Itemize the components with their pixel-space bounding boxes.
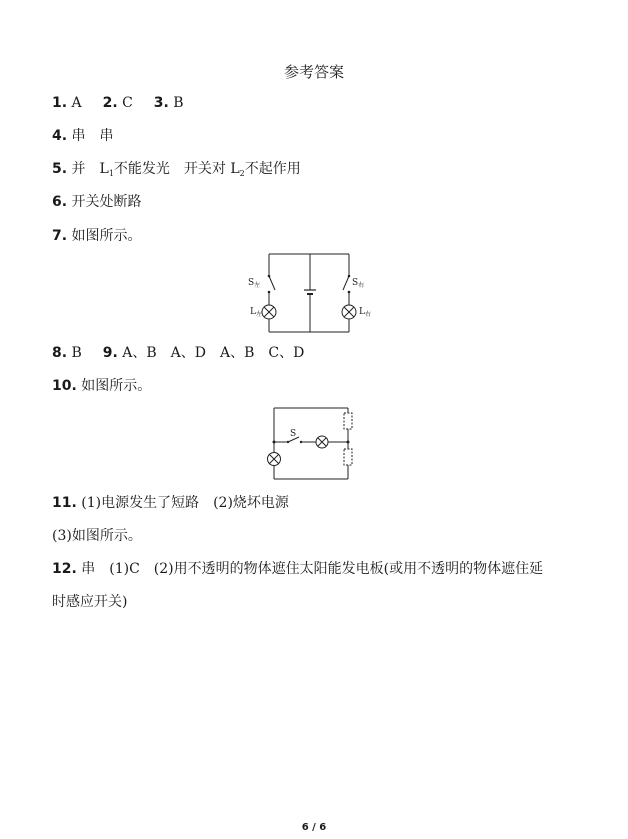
page-number: 6 / 6	[301, 822, 327, 833]
answer-text: 不能发光 开关对 L	[113, 161, 240, 177]
subscript: 1	[108, 169, 114, 178]
answer-number: 5	[52, 161, 62, 177]
answer-number: 6	[52, 194, 62, 210]
answer-line-12: 12. 串 (1)C (2)用不透明的物体遮住太阳能发电板(或用不透明的物体遮住延	[52, 561, 544, 577]
lamp-left-label: L	[250, 307, 256, 317]
answer-text: 不起作用	[244, 161, 301, 177]
answer-text: 并 L	[71, 161, 109, 177]
answer-line-5: 5. 并 $L_1$不能发光 开关对 $L_2$不起作用	[52, 161, 301, 178]
answer-line-10: 10. 如图所示。	[52, 378, 152, 394]
answer-text: C	[122, 95, 133, 111]
answer-text: 如图所示。	[81, 378, 152, 394]
answer-line-11: 11. (1)电源发生了短路 (2)烧坏电源	[52, 495, 289, 511]
svg-text:L右: $L_右$	[359, 307, 371, 318]
answer-number: 3	[153, 95, 164, 111]
answer-text: 开关处断路	[71, 194, 142, 210]
answer-line-1-3: 1. A 2. C 3. B	[52, 95, 184, 111]
answer-number: 8	[52, 345, 62, 361]
svg-text:S右: $S_右$	[352, 278, 365, 289]
answer-text: B	[71, 345, 82, 361]
lamp-right-label: L	[359, 307, 365, 317]
answer-line-4: 4. 串 串	[52, 128, 114, 144]
answer-number: 11	[52, 495, 72, 511]
answer-text: B	[173, 95, 184, 111]
answer-number: 7	[52, 228, 62, 244]
answer-number: 10	[52, 378, 72, 394]
answer-number: 4	[52, 128, 62, 144]
answer-line-12-cont	[52, 592, 127, 612]
answer-text: A	[71, 95, 82, 111]
answer-line-8-9: 8. B 9. A、B A、D A、B C、D	[52, 345, 305, 361]
circuit-diagram-2	[258, 402, 362, 486]
answer-line-7: 7. 如图所示。	[52, 228, 142, 244]
svg-text:S左: $S_左$	[248, 278, 261, 289]
answer-line-6: 6. 开关处断路	[52, 194, 142, 210]
subscript: 2	[239, 169, 245, 178]
answer-number: 12	[52, 561, 72, 577]
component-top-icon	[344, 413, 352, 429]
component-bottom-icon	[344, 449, 352, 465]
answer-number: 9	[102, 345, 113, 361]
answer-line-11-cont	[52, 526, 142, 546]
answer-text: (3)如图所示。	[52, 528, 142, 544]
svg-text:L左: $L_左$	[250, 307, 262, 318]
answer-text: 串 (1)C (2)用不透明的物体遮住太阳能发电板(或用不透明的物体遮住延	[81, 561, 544, 577]
circuit-diagram-1	[240, 248, 370, 338]
switch-label: S	[290, 429, 297, 439]
answer-number: 1	[52, 95, 62, 111]
switch-right-label: S	[352, 278, 359, 288]
page-title: 参考答案	[283, 63, 344, 81]
answer-text: 时感应开关)	[52, 594, 128, 610]
switch-left-label: S	[248, 278, 255, 288]
answer-text: 串 串	[71, 128, 114, 144]
answer-text: A、B A、D A、B C、D	[122, 345, 305, 361]
answer-number: 2	[102, 95, 113, 111]
answer-text: (1)电源发生了短路 (2)烧坏电源	[81, 495, 289, 511]
answer-text: 如图所示。	[71, 228, 142, 244]
